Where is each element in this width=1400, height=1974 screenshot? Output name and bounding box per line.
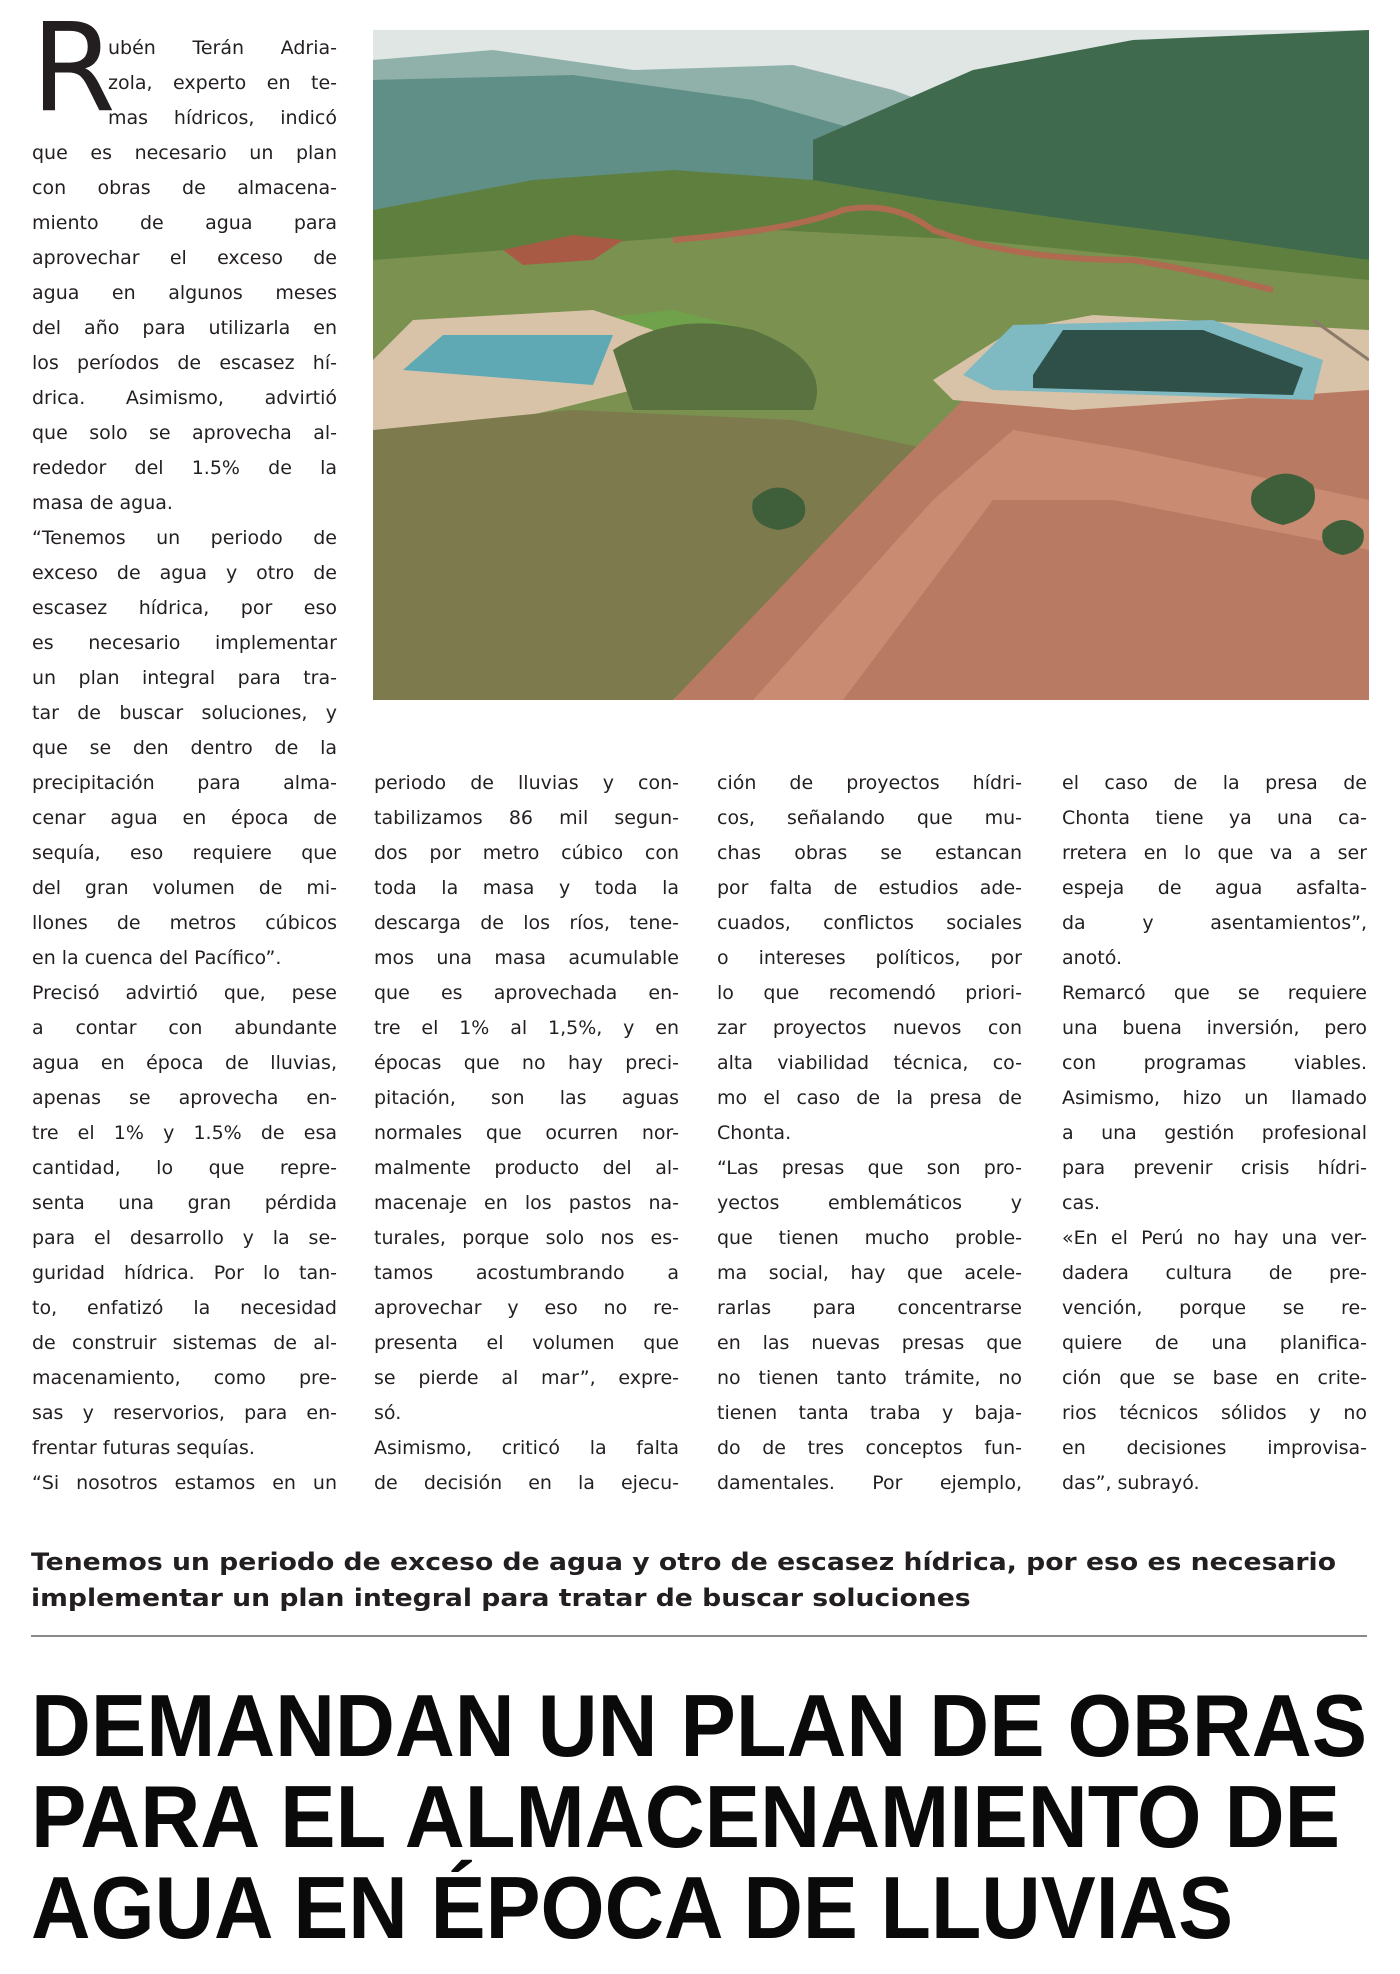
headline	[31, 1676, 1371, 1957]
article-text-line: turales, porque solo nos es-	[374, 1227, 679, 1249]
reservoir-landscape-image	[373, 30, 1369, 700]
article-text-line: de construir sistemas de al-	[32, 1332, 337, 1354]
article-text-line: ción que se base en crite-	[1062, 1367, 1367, 1389]
article-text-line: frentar futuras sequías.	[32, 1437, 255, 1459]
article-text-line: malmente producto del al-	[374, 1157, 679, 1179]
article-text-line: macenamiento, como pre-	[32, 1367, 337, 1389]
article-text-line: por falta de estudios ade-	[717, 877, 1022, 899]
article-text-line: del gran volumen de mi-	[32, 877, 337, 899]
article-text-line: to, enfatizó la necesidad	[32, 1297, 337, 1319]
article-text-line: tabilizamos 86 mil segun-	[374, 807, 679, 829]
deck-line: Tenemos un periodo de exceso de agua y otro de escasez hídrica, por eso es necesario	[31, 1548, 1336, 1576]
article-text-line: tienen tanta traba y baja-	[717, 1402, 1022, 1424]
article-text-line: en la cuenca del Pacífico”.	[32, 947, 282, 969]
article-text-line: tre el 1% y 1.5% de esa	[32, 1122, 337, 1144]
article-text-line: no tienen tanto trámite, no	[717, 1367, 1022, 1389]
article-text-line: tar de buscar soluciones, y	[32, 702, 337, 724]
article-column-4	[1062, 766, 1367, 1501]
article-text-line: periodo de lluvias y con-	[374, 772, 679, 794]
article-text-line: «En el Perú no hay una ver-	[1062, 1227, 1367, 1249]
article-text-line: cuados, conflictos sociales	[717, 912, 1022, 934]
article-text-line: ción de proyectos hídri-	[717, 772, 1022, 794]
article-text-line: ma social, hay que acele-	[717, 1262, 1022, 1284]
article-text-line: damentales. Por ejemplo,	[717, 1472, 1022, 1494]
article-text-line: chas obras se estancan	[717, 842, 1022, 864]
article-text-line: senta una gran pérdida	[32, 1192, 337, 1214]
article-text-line: sas y reservorios, para en-	[32, 1402, 337, 1424]
article-text-line: guridad hídrica. Por lo tan-	[32, 1262, 337, 1284]
article-text-line: rios técnicos sólidos y no	[1062, 1402, 1367, 1424]
article-text-line: normales que ocurren nor-	[374, 1122, 679, 1144]
headline-line: PARA EL ALMACENAMIENTO DE	[31, 1767, 1340, 1866]
article-text-line: macenaje en los pastos na-	[374, 1192, 679, 1214]
article-text-line: cenar agua en época de	[32, 807, 337, 829]
article-text-line: cas.	[1062, 1192, 1101, 1214]
article-text-line: con programas viables.	[1062, 1052, 1367, 1074]
article-text-line: o intereses políticos, por	[717, 947, 1022, 969]
article-text-line: rededor del 1.5% de la	[32, 457, 337, 479]
article-text-line: que tienen mucho proble-	[717, 1227, 1022, 1249]
article-column-2	[374, 766, 679, 1501]
article-text-line: “Si nosotros estamos en un	[32, 1472, 337, 1494]
article-text-line: del año para utilizarla en	[32, 317, 337, 339]
article-text-line: miento de agua para	[32, 212, 337, 234]
article-text-line: descarga de los ríos, tene-	[374, 912, 679, 934]
article-text-line: Chonta tiene ya una ca-	[1062, 807, 1367, 829]
article-text-line: dadera cultura de pre-	[1062, 1262, 1367, 1284]
article-text-line: que se den dentro de la	[32, 737, 337, 759]
article-text-line: el caso de la presa de	[1062, 772, 1367, 794]
article-text-line: Chonta.	[717, 1122, 792, 1144]
article-text-line: presenta el volumen que	[374, 1332, 679, 1354]
article-text-line: que es necesario un plan	[32, 142, 337, 164]
article-text-line: “Las presas que son pro-	[717, 1157, 1022, 1179]
article-text-line: zola, experto en te-	[108, 72, 337, 94]
article-text-line: que es aprovechada en-	[374, 982, 679, 1004]
article-text-line: cantidad, lo que repre-	[32, 1157, 337, 1179]
article-text-line: a una gestión profesional	[1062, 1122, 1367, 1144]
article-text-line: que solo se aprovecha al-	[32, 422, 337, 444]
article-text-line: una buena inversión, pero	[1062, 1017, 1367, 1039]
separator-rule	[31, 1635, 1367, 1637]
article-text-line: da y asentamientos”,	[1062, 912, 1367, 934]
article-text-line: vención, porque se re-	[1062, 1297, 1367, 1319]
article-text-line: épocas que no hay preci-	[374, 1052, 679, 1074]
article-text-line: espeja de agua asfalta-	[1062, 877, 1367, 899]
article-text-line: aprovechar el exceso de	[32, 247, 337, 269]
article-text-line: rarlas para concentrarse	[717, 1297, 1022, 1319]
article-text-line: en decisiones improvisa-	[1062, 1437, 1367, 1459]
article-text-line: toda la masa y toda la	[374, 877, 679, 899]
article-text-line: agua en algunos meses	[32, 282, 337, 304]
article-text-line: llones de metros cúbicos	[32, 912, 337, 934]
article-text-line: para el desarrollo y la se-	[32, 1227, 337, 1249]
article-text-line: Asimismo, hizo un llamado	[1062, 1087, 1367, 1109]
article-text-line: con obras de almacena-	[32, 177, 337, 199]
article-text-line: mas hídricos, indicó	[108, 107, 337, 129]
article-text-line: zar proyectos nuevos con	[717, 1017, 1022, 1039]
article-text-line: das”, subrayó.	[1062, 1472, 1200, 1494]
article-text-line: mo el caso de la presa de	[717, 1087, 1022, 1109]
article-text-line: mos una masa acumulable	[374, 947, 679, 969]
article-text-line: de decisión en la ejecu-	[374, 1472, 679, 1494]
article-text-line: anotó.	[1062, 947, 1123, 969]
article-text-line: escasez hídrica, por eso	[32, 597, 337, 619]
article-text-line: Precisó advirtió que, pese	[32, 982, 337, 1004]
article-text-line: dos por metro cúbico con	[374, 842, 679, 864]
article-text-line: sequía, eso requiere que	[32, 842, 337, 864]
article-text-line: Asimismo, criticó la falta	[374, 1437, 679, 1459]
article-text-line: precipitación para alma-	[32, 772, 337, 794]
article-text-line: para prevenir crisis hídri-	[1062, 1157, 1367, 1179]
article-text-line: alta viabilidad técnica, co-	[717, 1052, 1022, 1074]
article-deck	[31, 1544, 1367, 1616]
article-text-line: un plan integral para tra-	[32, 667, 337, 689]
article-text-line: aprovechar y eso no re-	[374, 1297, 679, 1319]
article-text-line: só.	[374, 1402, 402, 1424]
article-text-line: se pierde al mar”, expre-	[374, 1367, 679, 1389]
article-text-line: agua en época de lluvias,	[32, 1052, 337, 1074]
article-text-line: quiere de una planifica-	[1062, 1332, 1367, 1354]
article-text-line: lo que recomendó priori-	[717, 982, 1022, 1004]
article-text-line: tre el 1% al 1,5%, y en	[374, 1017, 679, 1039]
article-text-line: exceso de agua y otro de	[32, 562, 337, 584]
article-text-line: apenas se aprovecha en-	[32, 1087, 337, 1109]
article-photo	[373, 30, 1369, 700]
drop-cap: R	[31, 0, 116, 139]
article-text-line: los períodos de escasez hí-	[32, 352, 337, 374]
article-text-line: rretera en lo que va a ser	[1062, 842, 1367, 864]
article-text-line: es necesario implementar	[32, 632, 337, 654]
article-text-line: drica. Asimismo, advirtió	[32, 387, 337, 409]
article-text-line: a contar con abundante	[32, 1017, 337, 1039]
article-text-line: Remarcó que se requiere	[1062, 982, 1367, 1004]
article-text-line: en las nuevas presas que	[717, 1332, 1022, 1354]
headline-line: AGUA EN ÉPOCA DE LLUVIAS	[31, 1858, 1233, 1957]
article-text-line: masa de agua.	[32, 492, 173, 514]
article-column-1	[32, 31, 337, 1501]
article-text-line: yectos emblemáticos y	[717, 1192, 1022, 1214]
article-text-line: pitación, son las aguas	[374, 1087, 679, 1109]
article-text-line: ubén Terán Adria-	[108, 37, 337, 59]
headline-line: DEMANDAN UN PLAN DE OBRAS	[31, 1676, 1367, 1775]
deck-line: implementar un plan integral para tratar de buscar soluciones	[31, 1584, 971, 1612]
article-text-line: cos, señalando que mu-	[717, 807, 1022, 829]
article-text-line: do de tres conceptos fun-	[717, 1437, 1022, 1459]
article-text-line: tamos acostumbrando a	[374, 1262, 679, 1284]
article-column-3	[717, 766, 1022, 1501]
article-text-line: “Tenemos un periodo de	[32, 527, 337, 549]
